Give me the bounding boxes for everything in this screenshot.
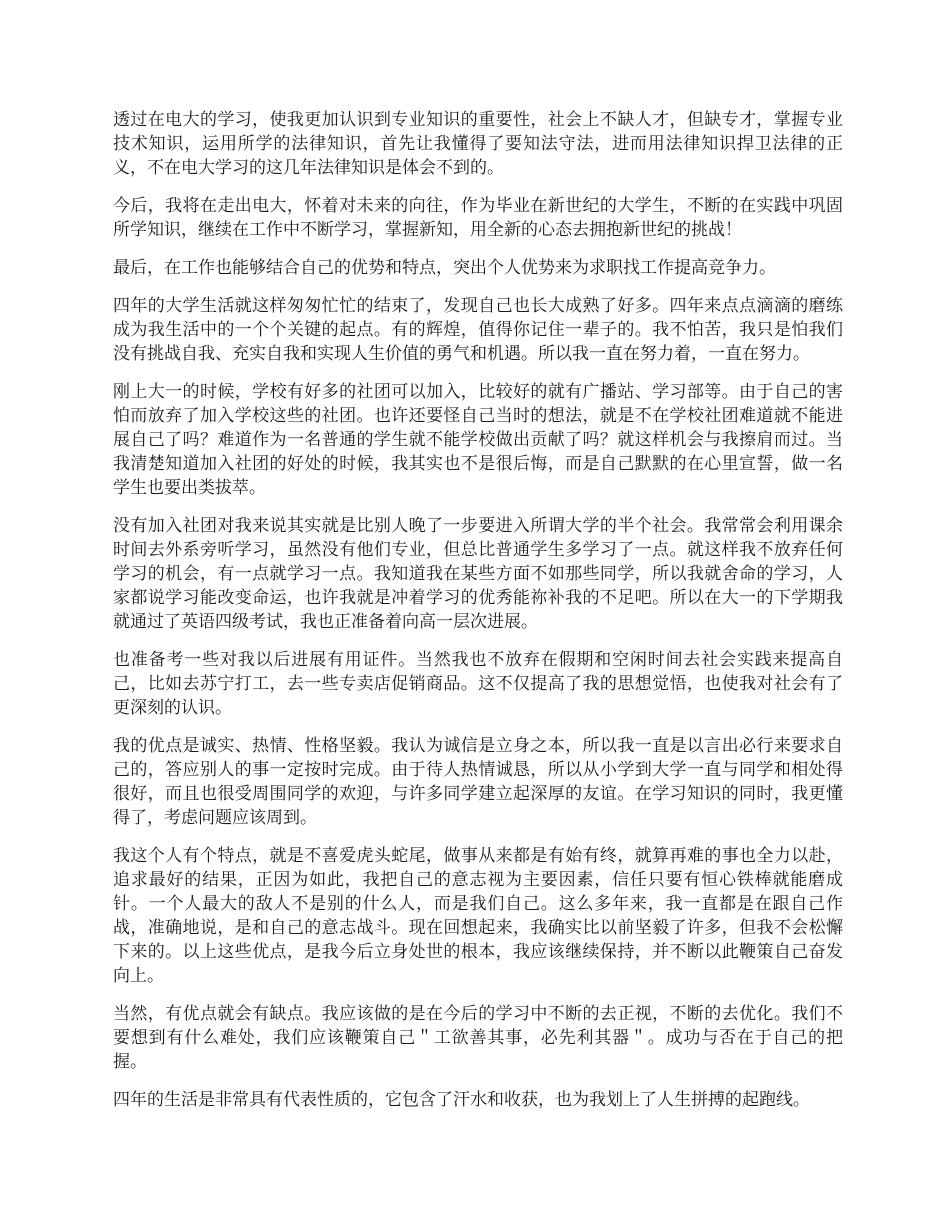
paragraph-5: 刚上大一的时候，学校有好多的社团可以加入，比较好的就有广播站、学习部等。由于自己的害怕而放弃了加入学校这些的社团。也许还要怪自己当时的想法，就是不在学校社团难道就不能进展自己了吗？难道作为一名普通的学生就不能学校做出贡献了吗？就这样机会与我擦肩而过。当我清楚知道加入社团的好处的时候，我其实也不是很后悔，而是自己默默的在心里宣誓，做一名学生也要出类拔萃。: [113, 382, 843, 498]
paragraph-7: 也准备考一些对我以后进展有用证件。当然我也不放弃在假期和空闲时间去社会实践来提高自己，比如去苏宁打工，去一些专卖店促销商品。这不仅提高了我的思想觉悟，也使我对社会有了更深刻的认识。: [113, 650, 843, 718]
paragraph-4: 四年的大学生活就这样匆匆忙忙的结束了，发现自己也长大成熟了好多。四年来点点滴滴的磨练成为我生活中的一个个关键的起点。有的辉煌，值得你记住一辈子的。我不怕苦，我只是怕我们没有挑战自我、充实自我和实现人生价值的勇气和机遇。所以我一直在努力着，一直在努力。: [113, 296, 843, 364]
paragraph-1: 透过在电大的学习，使我更加认识到专业知识的重要性，社会上不缺人才，但缺专才，掌握专业技术知识，运用所学的法律知识，首先让我懂得了要知法守法，进而用法律知识捍卫法律的正义，不在电大学习的这几年法律知识是体会不到的。: [113, 110, 843, 178]
paragraph-8: 我的优点是诚实、热情、性格坚毅。我认为诚信是立身之本，所以我一直是以言出必行来要求自己的，答应别人的事一定按时完成。由于待人热情诚恳，所以从小学到大学一直与同学和相处得很好，而且也很受周围同学的欢迎，与许多同学建立起深厚的友谊。在学习知识的同时，我更懂得了，考虑问题应该周到。: [113, 736, 843, 828]
paragraph-10: 当然，有优点就会有缺点。我应该做的是在今后的学习中不断的去正视，不断的去优化。我们不要想到有什么难处，我们应该鞭策自己＂工欲善其事，必先利其器＂。成功与否在于自己的把握。: [113, 1004, 843, 1072]
paragraph-9: 我这个人有个特点，就是不喜爱虎头蛇尾，做事从来都是有始有终，就算再难的事也全力以赴，追求最好的结果，正因为如此，我把自己的意志视为主要因素，信任只要有恒心铁棒就能磨成针。一个人最大的敌人不是别的什么人，而是我们自己。这么多年来，我一直都是在跟自己作战，准确地说，是和自己的意志战斗。现在回想起来，我确实比以前坚毅了许多，但我不会松懈下来的。以上这些优点，是我今后立身处世的根本，我应该继续保持，并不断以此鞭策自己奋发向上。: [113, 846, 843, 986]
paragraph-11: 四年的生活是非常具有代表性质的，它包含了汗水和收获，也为我划上了人生拼搏的起跑线。: [113, 1090, 810, 1110]
paragraph-2: 今后，我将在走出电大，怀着对未来的向往，作为毕业在新世纪的大学生，不断的在实践中巩固所学知识，继续在工作中不断学习，掌握新知，用全新的心态去拥抱新世纪的挑战！: [113, 196, 843, 240]
document-body: [113, 108, 843, 1126]
paragraph-6: 没有加入社团对我来说其实就是比别人晚了一步要进入所谓大学的半个社会。我常常会利用课余时间去外系旁听学习，虽然没有他们专业，但总比普通学生多学习了一点。就这样我不放弃任何学习的机会，有一点就学习一点。我知道我在某些方面不如那些同学，所以我就舍命的学习，人家都说学习能改变命运，也许我就是冲着学习的优秀能祢补我的不足吧。所以在大一的下学期我就通过了英语四级考试，我也正准备着向高一层次进展。: [113, 516, 843, 632]
paragraph-3: 最后，在工作也能够结合自己的优势和特点，突出个人优势来为求职找工作提高竞争力。: [113, 258, 776, 278]
